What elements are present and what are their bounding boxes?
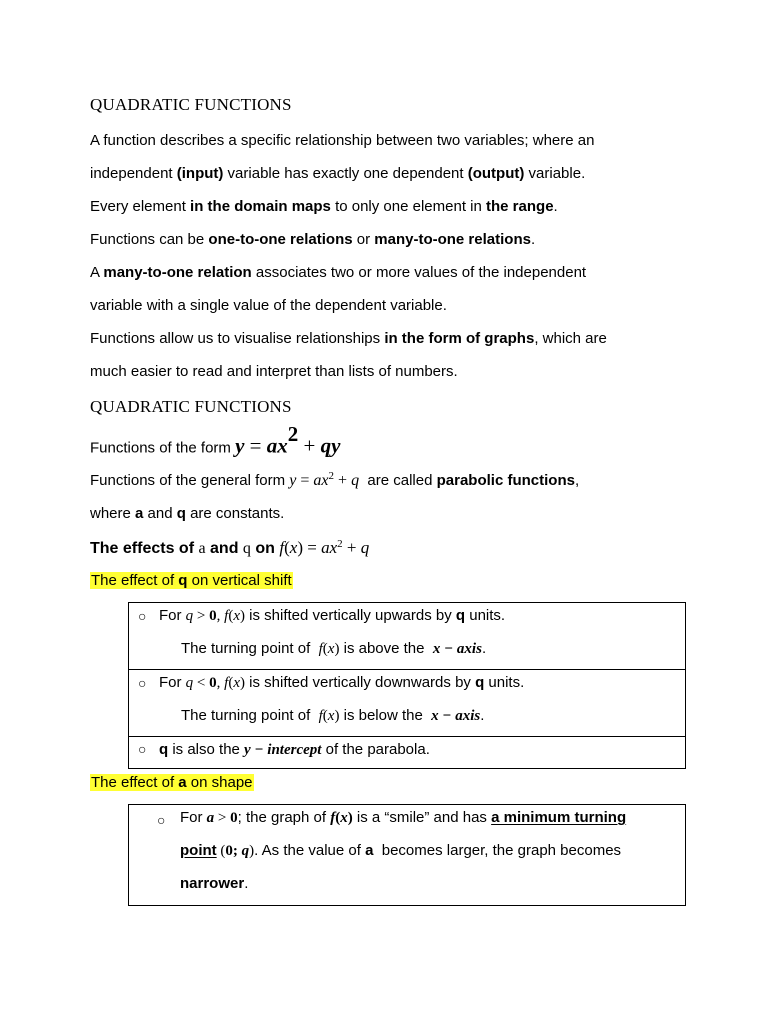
math-bold: x <box>340 810 348 826</box>
text-bold: in the form of graphs <box>384 330 535 347</box>
math-bold: 0 <box>225 843 233 859</box>
text: ; the graph of <box>237 809 331 826</box>
equation-op: + <box>298 433 321 458</box>
text: The effect of <box>91 572 179 589</box>
paragraph-line-6: variable with a single value of the dependent variable. <box>90 297 447 314</box>
equation-x: x <box>289 538 298 557</box>
math: q <box>185 608 194 624</box>
math: ) <box>239 608 245 624</box>
math: ) <box>239 675 245 691</box>
text: variable has exactly one dependent <box>223 165 468 182</box>
equation-exponent: 2 <box>287 422 299 446</box>
math: ( <box>322 708 328 724</box>
text: . As the value of <box>254 842 366 859</box>
paragraph-line-1: A function describes a specific relationship between two variables; where an <box>90 132 595 149</box>
text: on shape <box>186 774 253 791</box>
text: A <box>90 264 104 281</box>
paragraph-line-3 <box>90 197 558 217</box>
equation-y: y <box>289 472 297 489</box>
text: The turning point of <box>181 640 319 657</box>
math-bold: ( <box>335 810 341 826</box>
text: is shifted vertically upwards by <box>244 607 456 624</box>
math: ( <box>228 608 234 624</box>
equation-op: ) = <box>297 538 322 557</box>
math: ( <box>216 843 226 859</box>
equation-ax: ax <box>313 472 329 489</box>
table-effect-of-a <box>128 804 686 906</box>
effects-heading <box>90 538 369 559</box>
table-row <box>129 603 685 670</box>
math-bold: a <box>206 810 215 826</box>
text: The turning point of <box>181 707 319 724</box>
text-bold: the range <box>486 198 554 215</box>
text: becomes larger, the graph becomes <box>373 842 622 859</box>
functions-of-form-line <box>90 422 341 459</box>
paragraph-line-8: much easier to read and interpret than lists of numbers. <box>90 363 458 380</box>
text: For <box>180 809 207 826</box>
row-text-line-1 <box>159 740 430 760</box>
text: to only one element in <box>330 198 487 215</box>
table-row <box>129 737 685 768</box>
text-bold: in the domain maps <box>190 198 331 215</box>
constants-line <box>90 504 284 524</box>
math-bold: y − intercept <box>244 742 322 758</box>
table-row <box>129 670 685 737</box>
math: x <box>327 641 335 657</box>
table-effect-of-q <box>128 602 686 769</box>
math: > <box>214 810 231 826</box>
math: 0 <box>209 675 217 691</box>
math: ( <box>228 675 234 691</box>
text-bold: q <box>159 741 169 758</box>
math: f <box>224 608 229 624</box>
math: > <box>193 608 210 624</box>
row-text-line-2 <box>181 706 484 726</box>
text-bold: parabolic functions <box>436 472 575 489</box>
text-bold: a <box>365 842 374 859</box>
text-bold: q <box>475 674 485 691</box>
math: ) <box>334 641 340 657</box>
paragraph-line-4 <box>90 230 535 250</box>
text: of the parabola. <box>321 741 430 758</box>
row-text-line-3 <box>180 874 248 894</box>
text-bold: q <box>455 607 466 624</box>
math: ( <box>322 641 328 657</box>
text-bold-underlined: a minimum turning <box>491 809 627 826</box>
text: and <box>143 505 177 522</box>
text-bold: q <box>176 505 186 522</box>
equation-q: q <box>351 472 360 489</box>
math: , <box>216 675 225 691</box>
row-text-line-1 <box>159 673 524 693</box>
text: is also the <box>168 741 245 758</box>
heading-quadratic-functions-1: QUADRATIC FUNCTIONS <box>90 95 292 114</box>
text-bold: a <box>135 505 144 522</box>
text: Functions of the general form <box>90 472 290 489</box>
bullet-circle-icon: ○ <box>157 812 166 828</box>
math-bold: q <box>241 843 250 859</box>
text: on vertical shift <box>187 572 292 589</box>
highlighted-heading <box>90 774 254 791</box>
text-bold: one-to-one relations <box>208 231 353 248</box>
paragraph-line-7 <box>90 329 607 349</box>
math: 0 <box>209 608 217 624</box>
equation-exponent: 2 <box>337 537 343 550</box>
text-bold: narrower <box>180 875 245 892</box>
math: , <box>216 608 225 624</box>
paragraph-line-2 <box>90 164 585 184</box>
row-text-line-2 <box>180 841 621 861</box>
math: f <box>318 641 323 657</box>
text: . <box>244 875 249 892</box>
row-text-line-1 <box>159 606 505 626</box>
text: are constants. <box>185 505 285 522</box>
text: For <box>159 607 186 624</box>
text: associates two or more values of the independent <box>251 264 587 281</box>
text: units. <box>465 607 506 624</box>
equation-y: y <box>235 433 245 458</box>
text: is above the <box>339 640 433 657</box>
text-bold: and <box>205 540 243 557</box>
math: ) <box>249 843 255 859</box>
equation-qy: qy <box>320 433 341 458</box>
math-bold: 0 <box>230 810 238 826</box>
equation-q: q <box>360 538 370 557</box>
section-effect-of-a <box>90 773 254 793</box>
text: Every element <box>90 198 191 215</box>
row-text-line-1 <box>180 808 626 828</box>
text: is a “smile” and has <box>352 809 492 826</box>
text: Functions of the form <box>90 439 236 457</box>
text: For <box>159 674 186 691</box>
text: . <box>553 198 558 215</box>
text: or <box>352 231 375 248</box>
text-bold: on <box>250 540 280 557</box>
text: . <box>480 707 485 724</box>
equation-op: = <box>296 472 314 489</box>
section-effect-of-q <box>90 571 293 591</box>
text-bold: (output) <box>467 165 525 182</box>
text: . <box>481 640 487 657</box>
text: where <box>90 505 136 522</box>
math-bold: ; <box>232 843 242 859</box>
heading-quadratic-functions-2: QUADRATIC FUNCTIONS <box>90 397 292 416</box>
equation-op: + <box>342 538 361 557</box>
math-bold: x − axis <box>431 708 481 724</box>
bullet-circle-icon: ○ <box>138 675 147 691</box>
bullet-circle-icon: ○ <box>138 741 147 757</box>
math: f <box>224 675 229 691</box>
highlighted-heading <box>90 572 293 589</box>
text-bold: a <box>178 774 187 791</box>
equation-op: + <box>334 472 352 489</box>
math: f <box>318 708 323 724</box>
text: variable. <box>524 165 586 182</box>
math: ) <box>334 708 340 724</box>
text: The effect of <box>91 774 179 791</box>
text: . <box>530 231 536 248</box>
equation-exponent: 2 <box>328 469 335 482</box>
math-bold: f <box>330 810 336 826</box>
math: x <box>233 608 240 624</box>
text: Functions can be <box>90 231 209 248</box>
text-bold: q <box>178 572 188 589</box>
equation-f: f <box>279 538 285 557</box>
text: Functions allow us to visualise relationships <box>90 330 385 347</box>
math-bold: ) <box>347 810 353 826</box>
text: is below the <box>339 707 432 724</box>
general-form-line <box>90 471 579 491</box>
text-bold-underlined: point <box>180 842 217 859</box>
text: , <box>574 472 580 489</box>
text: , which are <box>534 330 607 347</box>
math: x <box>327 708 335 724</box>
text: are called <box>359 472 437 489</box>
bullet-circle-icon: ○ <box>138 608 147 624</box>
math: x <box>233 675 240 691</box>
text-bold: (input) <box>176 165 224 182</box>
text: is shifted vertically downwards by <box>244 674 476 691</box>
equation-ax: ax <box>266 433 288 458</box>
text: q <box>242 540 251 557</box>
text: independent <box>90 165 177 182</box>
equation-ax: ax <box>321 538 338 557</box>
text: a <box>198 540 206 557</box>
math: q <box>185 675 194 691</box>
text-bold: many-to-one relations <box>374 231 531 248</box>
equation-paren: ( <box>284 538 290 557</box>
math-bold: x − axis <box>432 641 482 657</box>
equation-op: = <box>244 433 267 458</box>
text-bold: many-to-one relation <box>103 264 252 281</box>
text: units. <box>484 674 525 691</box>
paragraph-line-5 <box>90 263 586 283</box>
math: < <box>193 675 210 691</box>
row-text-line-2 <box>181 639 486 659</box>
text-bold: The effects of <box>90 540 199 557</box>
